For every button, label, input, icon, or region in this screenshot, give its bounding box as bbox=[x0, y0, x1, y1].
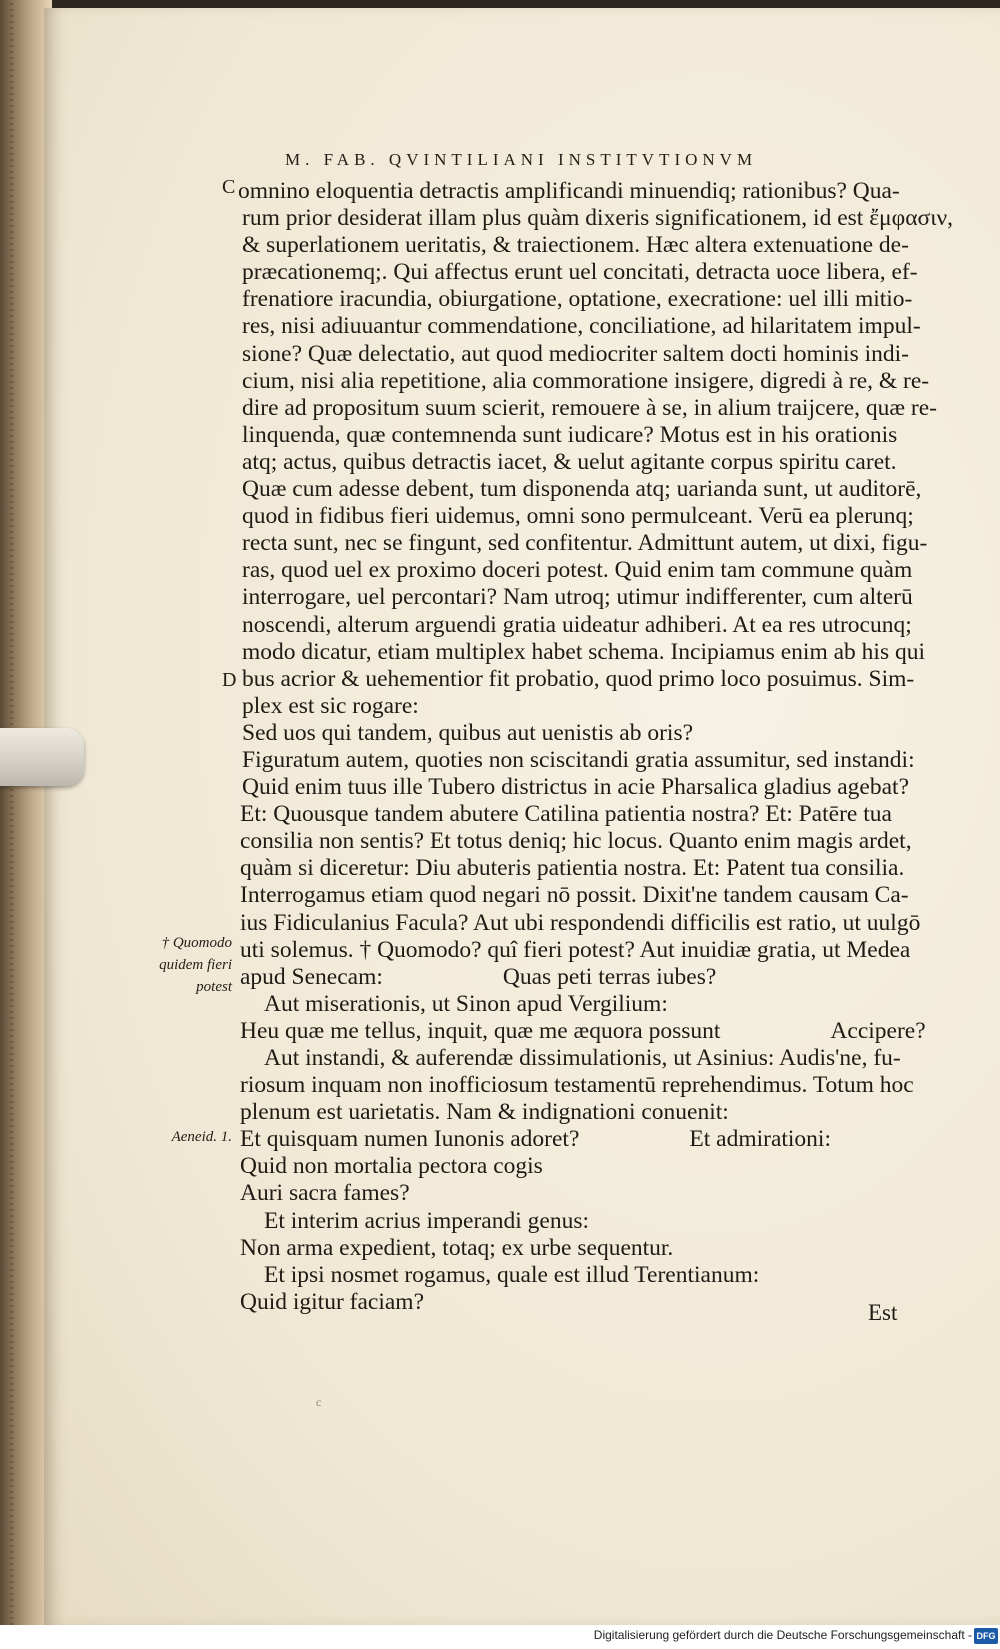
text-line: rum prior desiderat illam plus quàm dixeris significationem, id est ἔμφασιν, bbox=[242, 205, 954, 232]
text-segment: Et admirationi: bbox=[689, 1126, 831, 1153]
page-clip bbox=[0, 728, 84, 786]
text-segment: Accipere? bbox=[830, 1017, 926, 1044]
text-line: consilia non sentis? Et totus deniq; hic locus. Quanto enim magis ardet, bbox=[240, 828, 912, 855]
margin-note-line: quidem fieri bbox=[159, 957, 232, 973]
margin-note-line: † Quomodo bbox=[161, 935, 232, 951]
text-line: Quid non mortalia pectora cogis bbox=[240, 1153, 543, 1180]
text-line: ius Fidiculanius Facula? Aut ubi respondendi difficilis est ratio, ut uulgō bbox=[240, 909, 921, 936]
text-line: Aut miserationis, ut Sinon apud Vergilium: bbox=[264, 990, 668, 1017]
dfg-logo: DFG bbox=[974, 1628, 998, 1644]
running-head: M. FAB. QVINTILIANI INSTITVTIONVM bbox=[285, 150, 758, 169]
text-line: Aut instandi, & auferendæ dissimulationis, ut Asinius: Audis'ne, fu- bbox=[264, 1045, 901, 1071]
catchword: Est bbox=[868, 1300, 898, 1325]
text-line: Figuratum autem, quoties non sciscitandi gratia assumitur, sed instandi: bbox=[242, 746, 915, 773]
text-line: frenatiore iracundia, obiurgatione, optatione, execratione: uel illi mitio- bbox=[242, 286, 913, 313]
text-segment: Et quisquam numen Iunonis adoret? bbox=[240, 1126, 580, 1153]
margin-note-aeneid: Aeneid. 1. bbox=[171, 1129, 232, 1145]
text-line: recta sunt, nec se fingunt, sed confitentur. Admittunt autem, ut dixi, figu- bbox=[242, 530, 928, 557]
text-line: quod in fidibus fieri uidemus, omni sono permulceant. Verū ea plerunq; bbox=[242, 503, 914, 530]
text-line: bus acrior & uehementior fit probatio, quod primo loco posuimus. Sim- bbox=[242, 665, 915, 692]
text-line: omnino eloquentia detractis amplificandi minuendiq; rationibus? Qua- bbox=[238, 178, 900, 204]
text-line: atq; actus, quibus detractis iacet, & uelut agitante corpus spiritu caret. bbox=[242, 448, 897, 475]
text-segment: Heu quæ me tellus, inquit, quæ me æquora possunt bbox=[240, 1017, 721, 1044]
text-line: interrogare, uel percontari? Nam utroq; utimur indifferenter, cum alterū bbox=[242, 584, 913, 611]
paper-speck: c bbox=[316, 1395, 322, 1409]
digitization-footer bbox=[0, 1625, 1000, 1649]
text-line: & superlationem ueritatis, & traiectionem. Hæc altera extenuatione de- bbox=[242, 232, 909, 259]
text-line: plenum est uarietatis. Nam & indignationi conuenit: bbox=[240, 1099, 729, 1126]
text-line bbox=[200, 964, 952, 991]
body-text bbox=[200, 178, 952, 1316]
text-line: res, nisi adiuuantur commendatione, conciliatione, ad hilaritatem impul- bbox=[242, 313, 921, 340]
text-line: Et: Quousque tandem abutere Catilina patientia nostra? Et: Patēre tua bbox=[240, 801, 892, 828]
text-line: Interrogamus etiam quod negari nō possit. Dixit'ne tandem causam Ca- bbox=[240, 882, 909, 909]
text-line: cium, nisi alia repetitione, alia commoratione insigere, digredi à re, & re- bbox=[242, 367, 930, 394]
text-line: Sed uos qui tandem, quibus aut uenistis ab oris? bbox=[242, 719, 694, 746]
text-line: Non arma expedient, totaq; ex urbe sequentur. bbox=[240, 1234, 674, 1261]
text-line: Auri sacra fames? bbox=[240, 1180, 410, 1207]
text-line bbox=[200, 1126, 952, 1153]
text-line: Quid enim tuus ille Tubero districtus in acie Pharsalica gladius agebat? bbox=[242, 774, 910, 801]
text-line: Et interim acrius imperandi genus: bbox=[264, 1207, 589, 1234]
text-line: linquenda, quæ contemnenda sunt iudicare? Motus est in his orationis bbox=[242, 421, 898, 448]
text-line: præcationemq;. Qui affectus erunt uel concitati, detracta uoce libera, ef- bbox=[242, 259, 918, 286]
text-line: plex est sic rogare: bbox=[242, 692, 419, 719]
text-line: dire ad propositum suum scierit, remouere à se, in alium traijcere, quæ re- bbox=[242, 394, 937, 421]
text-line: ras, quod uel ex proximo doceri potest. Quid enim tam commune quàm bbox=[242, 557, 913, 584]
text-line: Et ipsi nosmet rogamus, quale est illud Terentianum: bbox=[264, 1261, 760, 1288]
section-letter-d: D bbox=[222, 669, 237, 691]
margin-note-quomodo bbox=[150, 932, 232, 998]
text-line: uti solemus. † Quomodo? quî fieri potest? Aut inuidiæ gratia, ut Medea bbox=[240, 936, 911, 963]
text-line: modo dicatur, etiam multiplex habet schema. Incipiamus enim ab his qui bbox=[242, 638, 926, 665]
text-line bbox=[200, 1018, 952, 1045]
text-line: quàm si diceretur: Diu abuteris patientia nostra. Et: Patent tua consilia. bbox=[240, 855, 905, 882]
text-segment: Quas peti terras iubes? bbox=[502, 963, 717, 990]
text-segment: apud Senecam: bbox=[240, 963, 383, 990]
text-line: noscendi, alterum arguendi gratia uideatur adhiberi. At ea res utrocunq; bbox=[242, 611, 912, 638]
section-letter-c: C bbox=[222, 176, 236, 198]
text-line: Quid igitur faciam? bbox=[240, 1288, 425, 1315]
funding-credit: Digitalisierung gefördert durch die Deutsche Forschungsgemeinschaft - bbox=[593, 1628, 972, 1642]
text-line: riosum inquam non inofficiosum testamentū reprehendimus. Totum hoc bbox=[240, 1072, 914, 1099]
text-line: Quæ cum adesse debent, tum disponenda atq; uarianda sunt, ut auditorē, bbox=[242, 476, 922, 503]
text-line: sione? Quæ delectatio, aut quod mediocriter saltem docti hominis indi- bbox=[242, 340, 909, 367]
margin-note-line: potest bbox=[196, 979, 232, 995]
